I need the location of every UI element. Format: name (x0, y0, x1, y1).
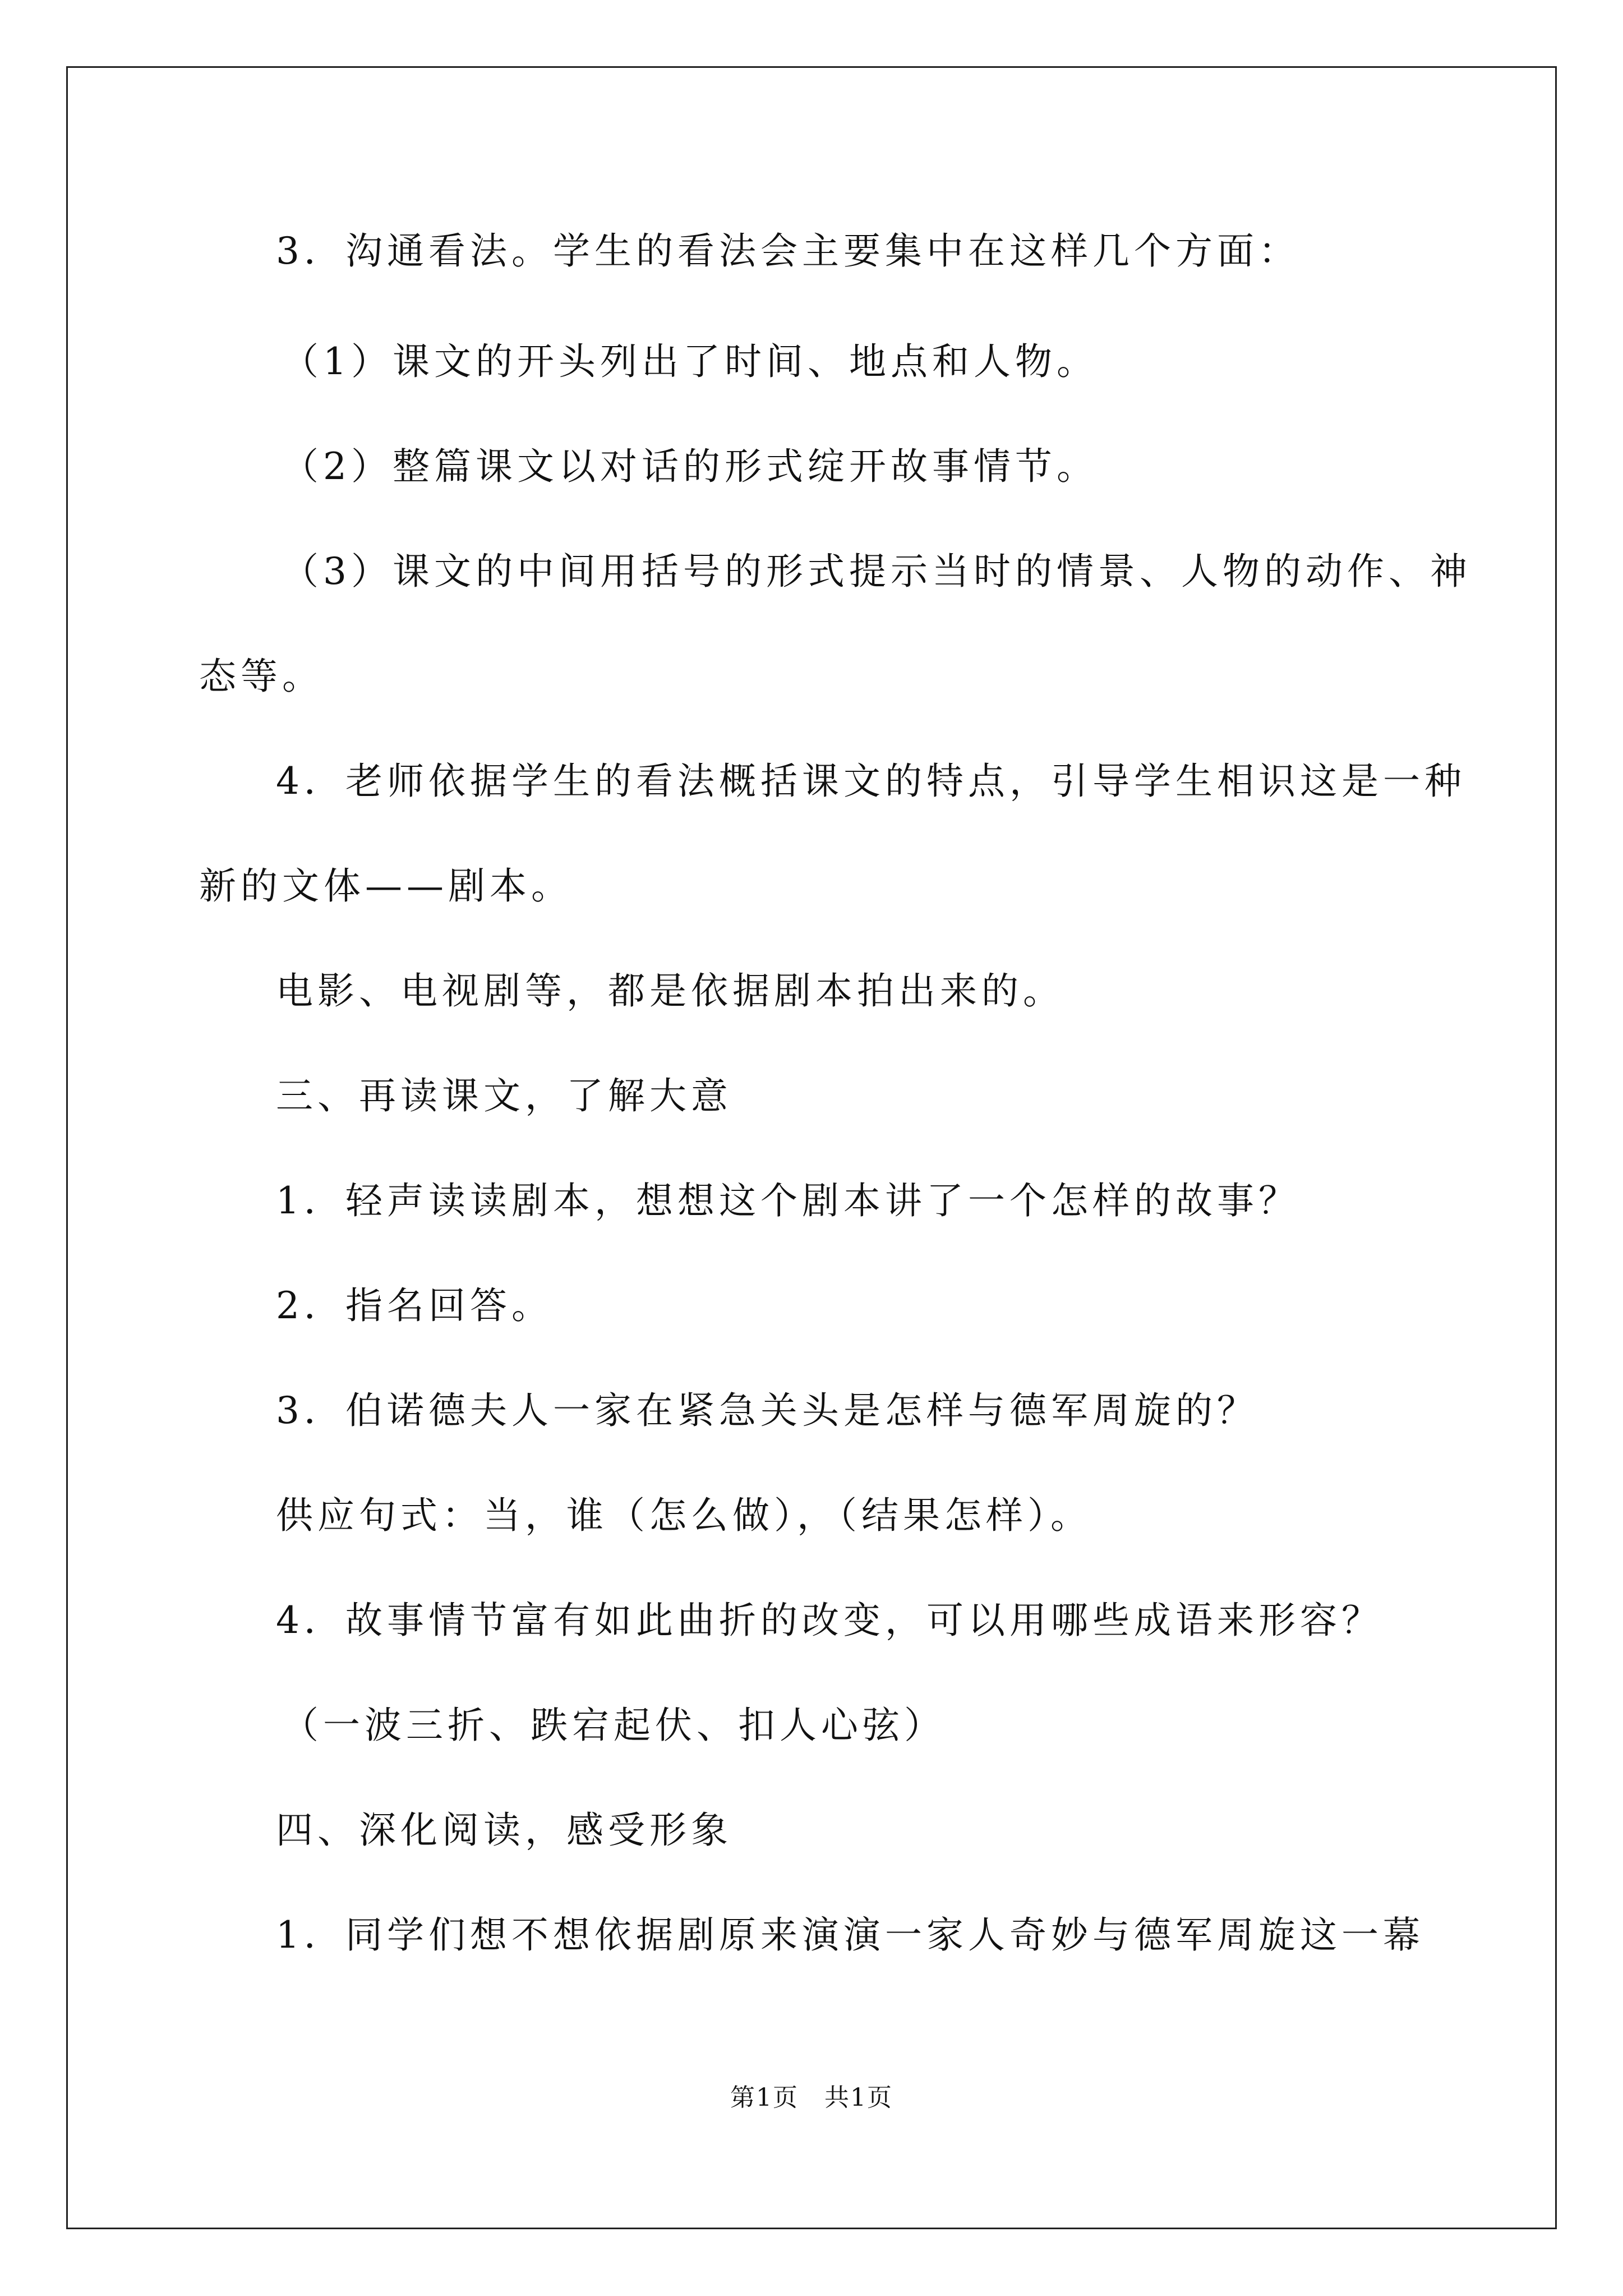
paragraph-line: （一波三折、跌宕起伏、扣人心弦） (282, 1704, 946, 1747)
paragraph-line: 1．同学们想不想依据剧原来演演一家人奇妙与德军周旋这一幕 (276, 1913, 1424, 1957)
page-border (66, 66, 1557, 2229)
paragraph-line: 4．老师依据学生的看法概括课文的特点，引导学生相识这是一种 (276, 760, 1466, 803)
paragraph-line: 电影、电视剧等，都是依据剧本拍出来的。 (276, 969, 1064, 1013)
paragraph-line: 态等。 (199, 655, 324, 698)
paragraph-line: 1．轻声读读剧本，想想这个剧本讲了一个怎样的故事？ (276, 1179, 1300, 1222)
paragraph-line: 2．指名回答。 (276, 1284, 553, 1327)
section-heading: 四、深化阅读，感受形象 (276, 1809, 732, 1852)
paragraph-line: （2）整篇课文以对话的形式绽开故事情节。 (282, 445, 1098, 488)
paragraph-line: （3）课文的中间用括号的形式提示当时的情景、人物的动作、神 (282, 550, 1472, 593)
paragraph-line: （1）课文的开头列出了时间、地点和人物。 (282, 340, 1098, 383)
paragraph-line: 供应句式：当，谁（怎么做），（结果怎样）。 (276, 1494, 1092, 1537)
page-number-footer: 第1页 共1页 (730, 2083, 893, 2112)
paragraph-line: 4．故事情节富有如此曲折的改变，可以用哪些成语来形容？ (276, 1599, 1383, 1642)
paragraph-line: 3．沟通看法。学生的看法会主要集中在这样几个方面： (276, 229, 1300, 273)
section-heading: 三、再读课文，了解大意 (276, 1074, 732, 1117)
paragraph-line: 3．伯诺德夫人一家在紧急关头是怎样与德军周旋的？ (276, 1389, 1258, 1432)
paragraph-line: 新的文体——剧本。 (199, 864, 573, 908)
